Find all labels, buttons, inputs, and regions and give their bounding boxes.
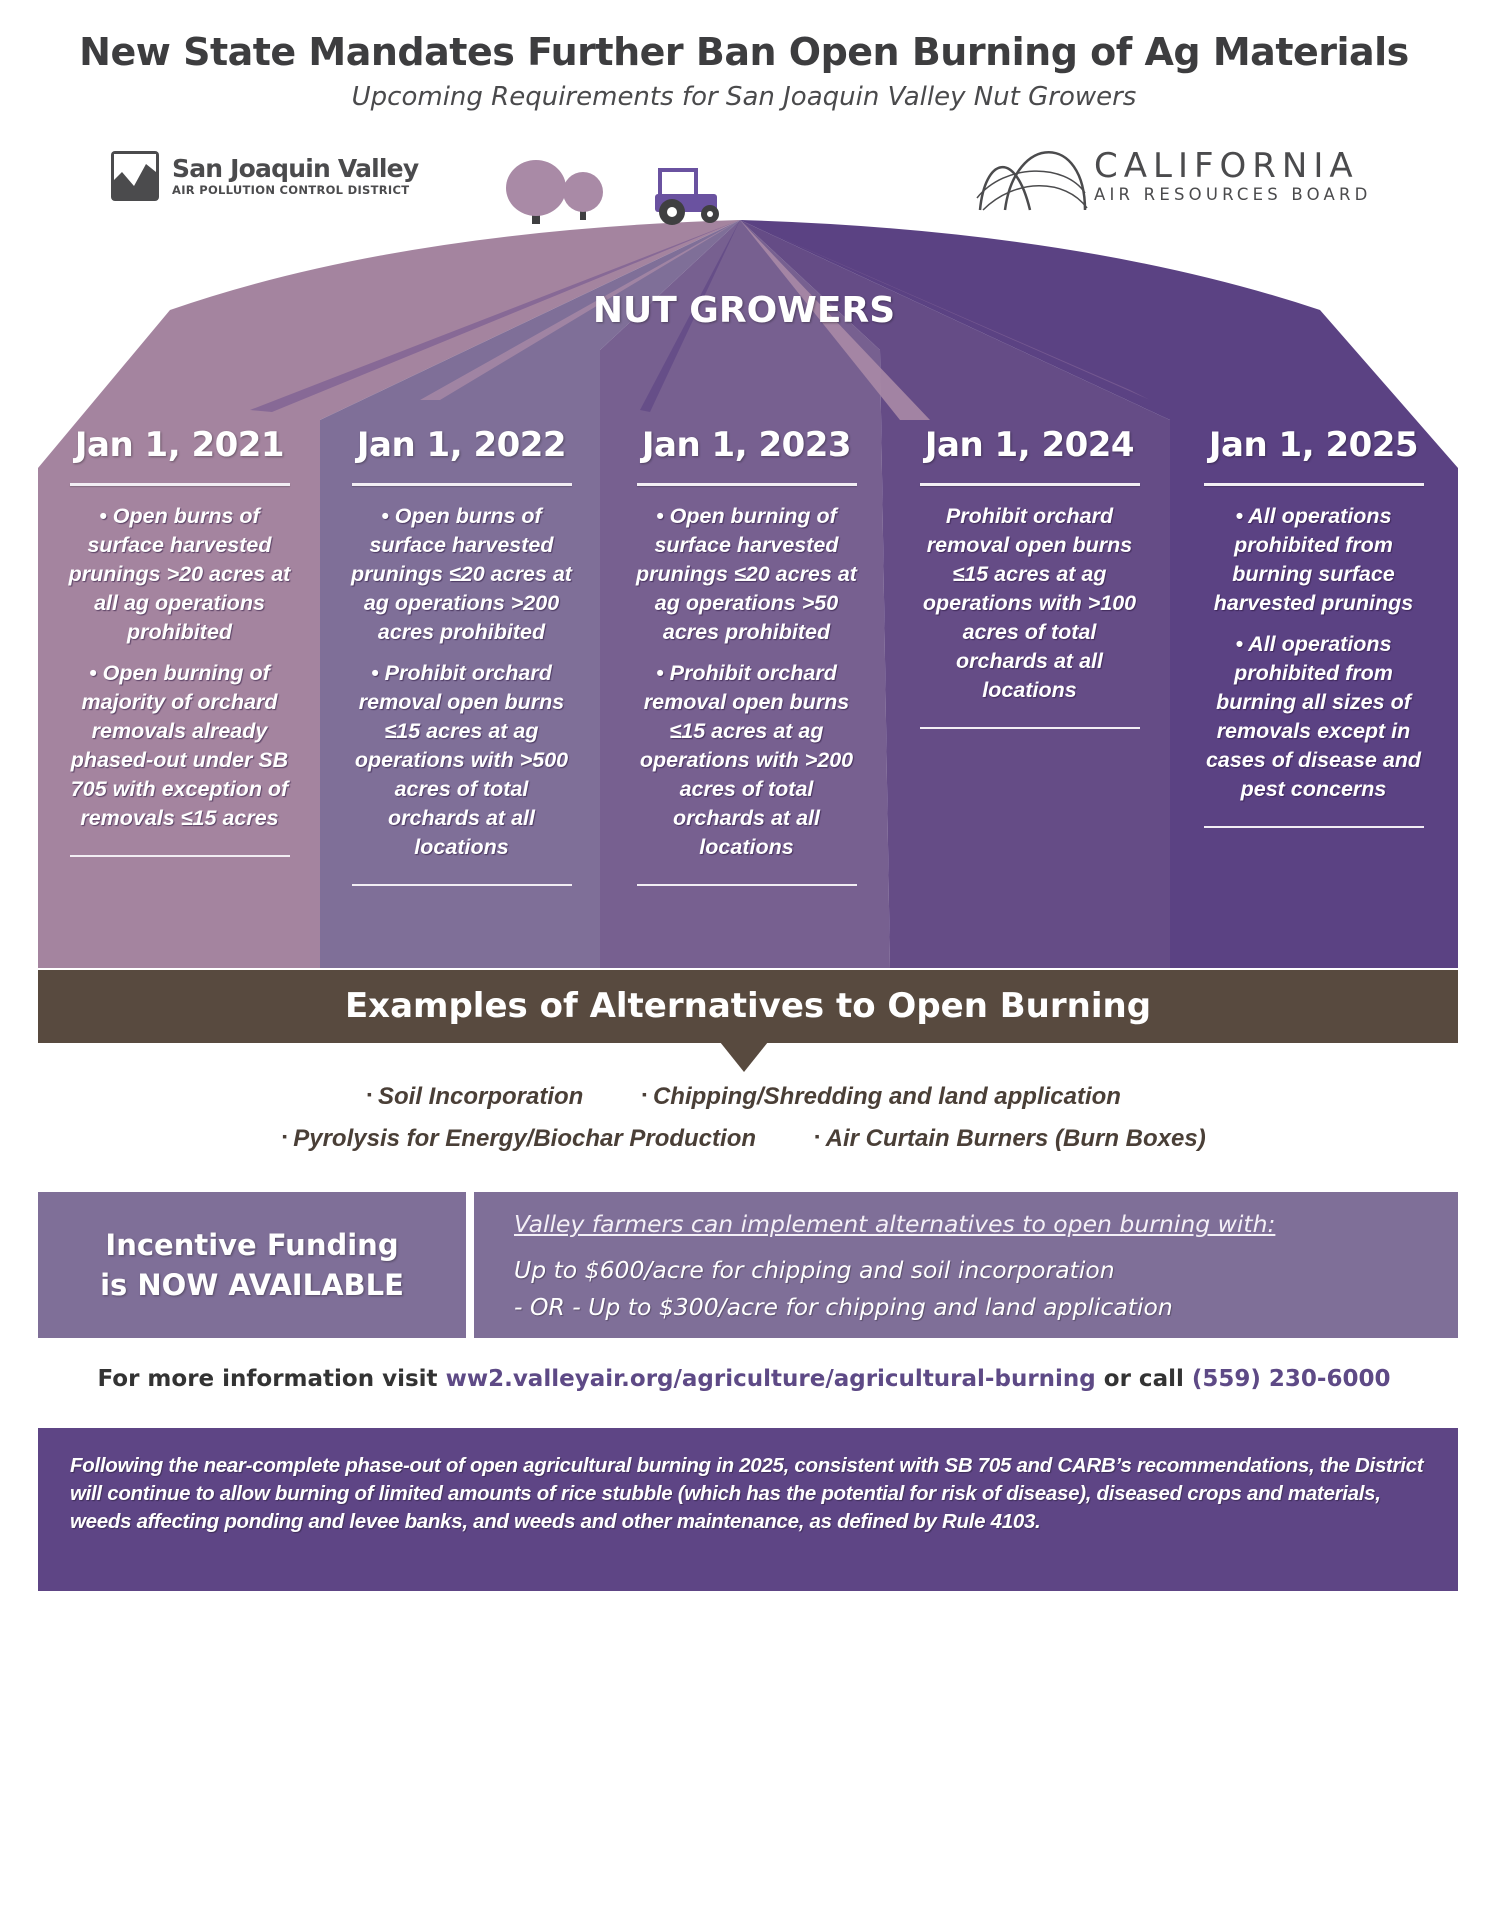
divider [637,884,857,886]
pointer-triangle-icon [720,1042,768,1072]
contact-url-link[interactable]: ww2.valleyair.org/agriculture/agricultural-burning [445,1366,1096,1392]
tree-icon [506,160,566,224]
timeline-item: • Open burns of surface harvested prunings ≤20 acres at ag operations >200 acres prohibited [351,504,572,644]
timeline-date: Jan 1, 2021 [74,425,285,465]
divider [920,483,1140,486]
timeline-column-2025 [1172,420,1455,968]
alternatives-row [0,1083,1488,1111]
square-bullet-icon: ▪ [642,1086,647,1102]
sjv-logo-name: San Joaquin Valley [172,154,419,183]
alternative-item: ▪ Soil Incorporation [367,1083,584,1110]
divider [1204,826,1424,828]
carb-logo-subtitle: AIR RESOURCES BOARD [1094,184,1372,204]
divider [920,727,1140,729]
incentive-line: Incentive Funding [105,1228,399,1262]
timeline-date: Jan 1, 2024 [924,425,1135,465]
divider [352,483,572,486]
square-bullet-icon: ▪ [367,1086,372,1102]
contact-middle: or call [1103,1366,1184,1392]
divider [1204,483,1424,486]
divider [352,884,572,886]
incentive-details [474,1192,1458,1338]
incentive-line: is NOW AVAILABLE [100,1268,404,1302]
page-subtitle: Upcoming Requirements for San Joaquin Valley Nut Growers [351,82,1137,112]
timeline-column-2021 [38,420,321,968]
divider [637,483,857,486]
timeline-item: Prohibit orchard removal open burns ≤15 acres at ag operations with >100 acres of total orchards at all locations [922,504,1137,702]
page-title: New State Mandates Further Ban Open Burning of Ag Materials [79,30,1409,74]
carb-logo-name: CALIFORNIA [1094,145,1359,186]
timeline-column-2024 [888,420,1171,968]
timeline-item: • Prohibit orchard removal open burns ≤15 acres at ag operations with >500 acres of total orchards at all locations [354,661,569,859]
incentive-option: - OR - Up to $300/acre for chipping and land application [514,1293,1173,1321]
tractor-icon [655,170,719,225]
alternative-item: ▪ Air Curtain Burners (Burn Boxes) [814,1125,1206,1152]
timeline-item: • Prohibit orchard removal open burns ≤15 acres at ag operations with >200 acres of total orchards at all locations [639,661,854,859]
timeline-item: • All operations prohibited from burning all sizes of removals except in cases of disease and pest concerns [1205,632,1422,801]
timeline-date: Jan 1, 2025 [1208,425,1419,465]
alternative-item: ▪ Chipping/Shredding and land application [642,1083,1121,1110]
timeline-item: • Open burning of majority of orchard removals already phased-out under SB 705 with exception of removals ≤15 acres [70,661,289,830]
divider [70,483,290,486]
sjv-logo-subtitle: AIR POLLUTION CONTROL DISTRICT [172,183,410,197]
timeline-date: Jan 1, 2022 [356,425,567,465]
timeline-column-2023 [605,420,888,968]
contact-prefix: For more information visit [97,1366,438,1392]
incentive-callout [38,1192,466,1338]
alternative-item: ▪ Pyrolysis for Energy/Biochar Production [282,1125,757,1152]
square-bullet-icon: ▪ [814,1128,820,1144]
timeline-date: Jan 1, 2023 [641,425,852,465]
contact-phone[interactable]: (559) 230-6000 [1191,1366,1391,1392]
tree-icon [563,172,603,220]
alternatives-row [0,1125,1488,1153]
footer-note: Following the near-complete phase-out of open agricultural burning in 2025, consistent with SB 705 and CARB’s recommendations, the District will continue to allow burning of limited amounts of rice stubble (which has the potential for risk of disease), diseased crops and materials, weeds affecting ponding and levee banks, and weeds and other maintenance, as defined by Rule 4103. [38,1428,1458,1591]
section-title: NUT GROWERS [592,290,896,331]
timeline-item: • Open burning of surface harvested prunings ≤20 acres at ag operations >50 acres prohibited [636,504,857,644]
incentive-lead: Valley farmers can implement alternatives to open burning with: [514,1210,1276,1238]
timeline-item: • All operations prohibited from burning surface harvested prunings [1213,504,1414,615]
incentive-option: Up to $600/acre for chipping and soil incorporation [514,1256,1115,1284]
divider [70,855,290,857]
contact-line [0,1366,1488,1392]
timeline-column-2022 [320,420,603,968]
timeline-item: • Open burns of surface harvested prunings >20 acres at all ag operations prohibited [68,504,291,644]
square-bullet-icon: ▪ [282,1128,288,1144]
alternatives-banner: Examples of Alternatives to Open Burning [38,970,1458,1043]
